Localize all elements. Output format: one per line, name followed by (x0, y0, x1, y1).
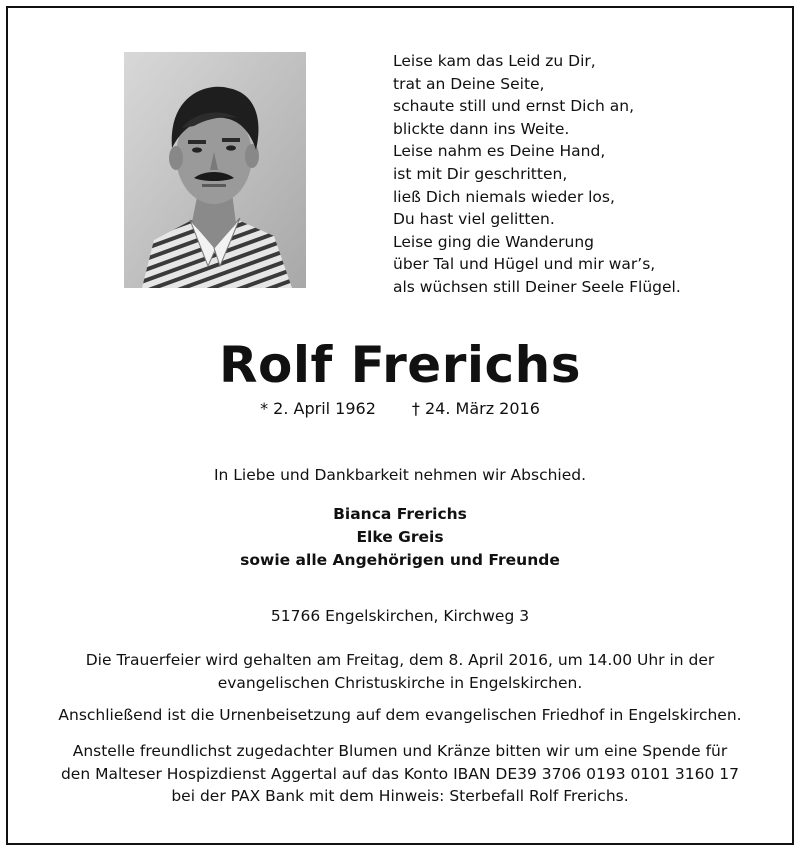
poem-line: Leise nahm es Deine Hand, (393, 142, 606, 161)
farewell-text: In Liebe und Dankbarkeit nehmen wir Abschied. (213, 466, 587, 484)
poem-line: Du hast viel gelitten. (393, 210, 555, 229)
birth-date: * 2. April 1962 (260, 399, 376, 418)
ceremony-line: Die Trauerfeier wird gehalten am Freitag, dem 8. April 2016, um 14.00 Uhr in der (85, 651, 715, 669)
poem-line: Leise ging die Wanderung (393, 232, 594, 251)
death-date: † 24. März 2016 (411, 399, 540, 418)
poem-line: Leise kam das Leid zu Dir, (393, 52, 596, 70)
ceremony-line: evangelischen Christuskirche in Engelskirchen. (217, 674, 583, 692)
mourner-name: Elke Greis (356, 528, 444, 546)
poem-line: als wüchsen still Deiner Seele Flügel. (393, 277, 681, 296)
donation-notice (0, 740, 800, 808)
poem-line: ließ Dich niemals wieder los, (393, 187, 615, 206)
mourners-list (0, 503, 800, 572)
poem-line: ist mit Dir geschritten, (393, 164, 568, 183)
burial-notice: Anschließend ist die Urnenbeisetzung auf dem evangelischen Friedhof in Engelskirchen. (58, 706, 742, 724)
ceremony-notice (0, 649, 800, 695)
mourner-name: sowie alle Angehörigen und Freunde (240, 551, 560, 569)
poem-line: blickte dann ins Weite. (393, 119, 570, 138)
donation-line: bei der PAX Bank mit dem Hinweis: Sterbefall Rolf Frerichs. (171, 787, 629, 805)
donation-line: Anstelle freundlichst zugedachter Blumen und Kränze bitten wir um eine Spende für (72, 742, 728, 760)
poem (393, 50, 753, 299)
poem-line: trat an Deine Seite, (393, 74, 545, 93)
portrait-photo (124, 52, 306, 288)
poem-line: über Tal und Hügel und mir war’s, (393, 255, 656, 274)
address: 51766 Engelskirchen, Kirchweg 3 (270, 607, 530, 625)
donation-line: den Malteser Hospizdienst Aggertal auf das Konto IBAN DE39 3706 0193 0101 3160 17 (60, 764, 740, 783)
deceased-name: Rolf Frerichs (219, 336, 581, 394)
life-dates (0, 399, 800, 418)
poem-line: schaute still und ernst Dich an, (393, 97, 634, 116)
mourner-name: Bianca Frerichs (333, 505, 467, 523)
